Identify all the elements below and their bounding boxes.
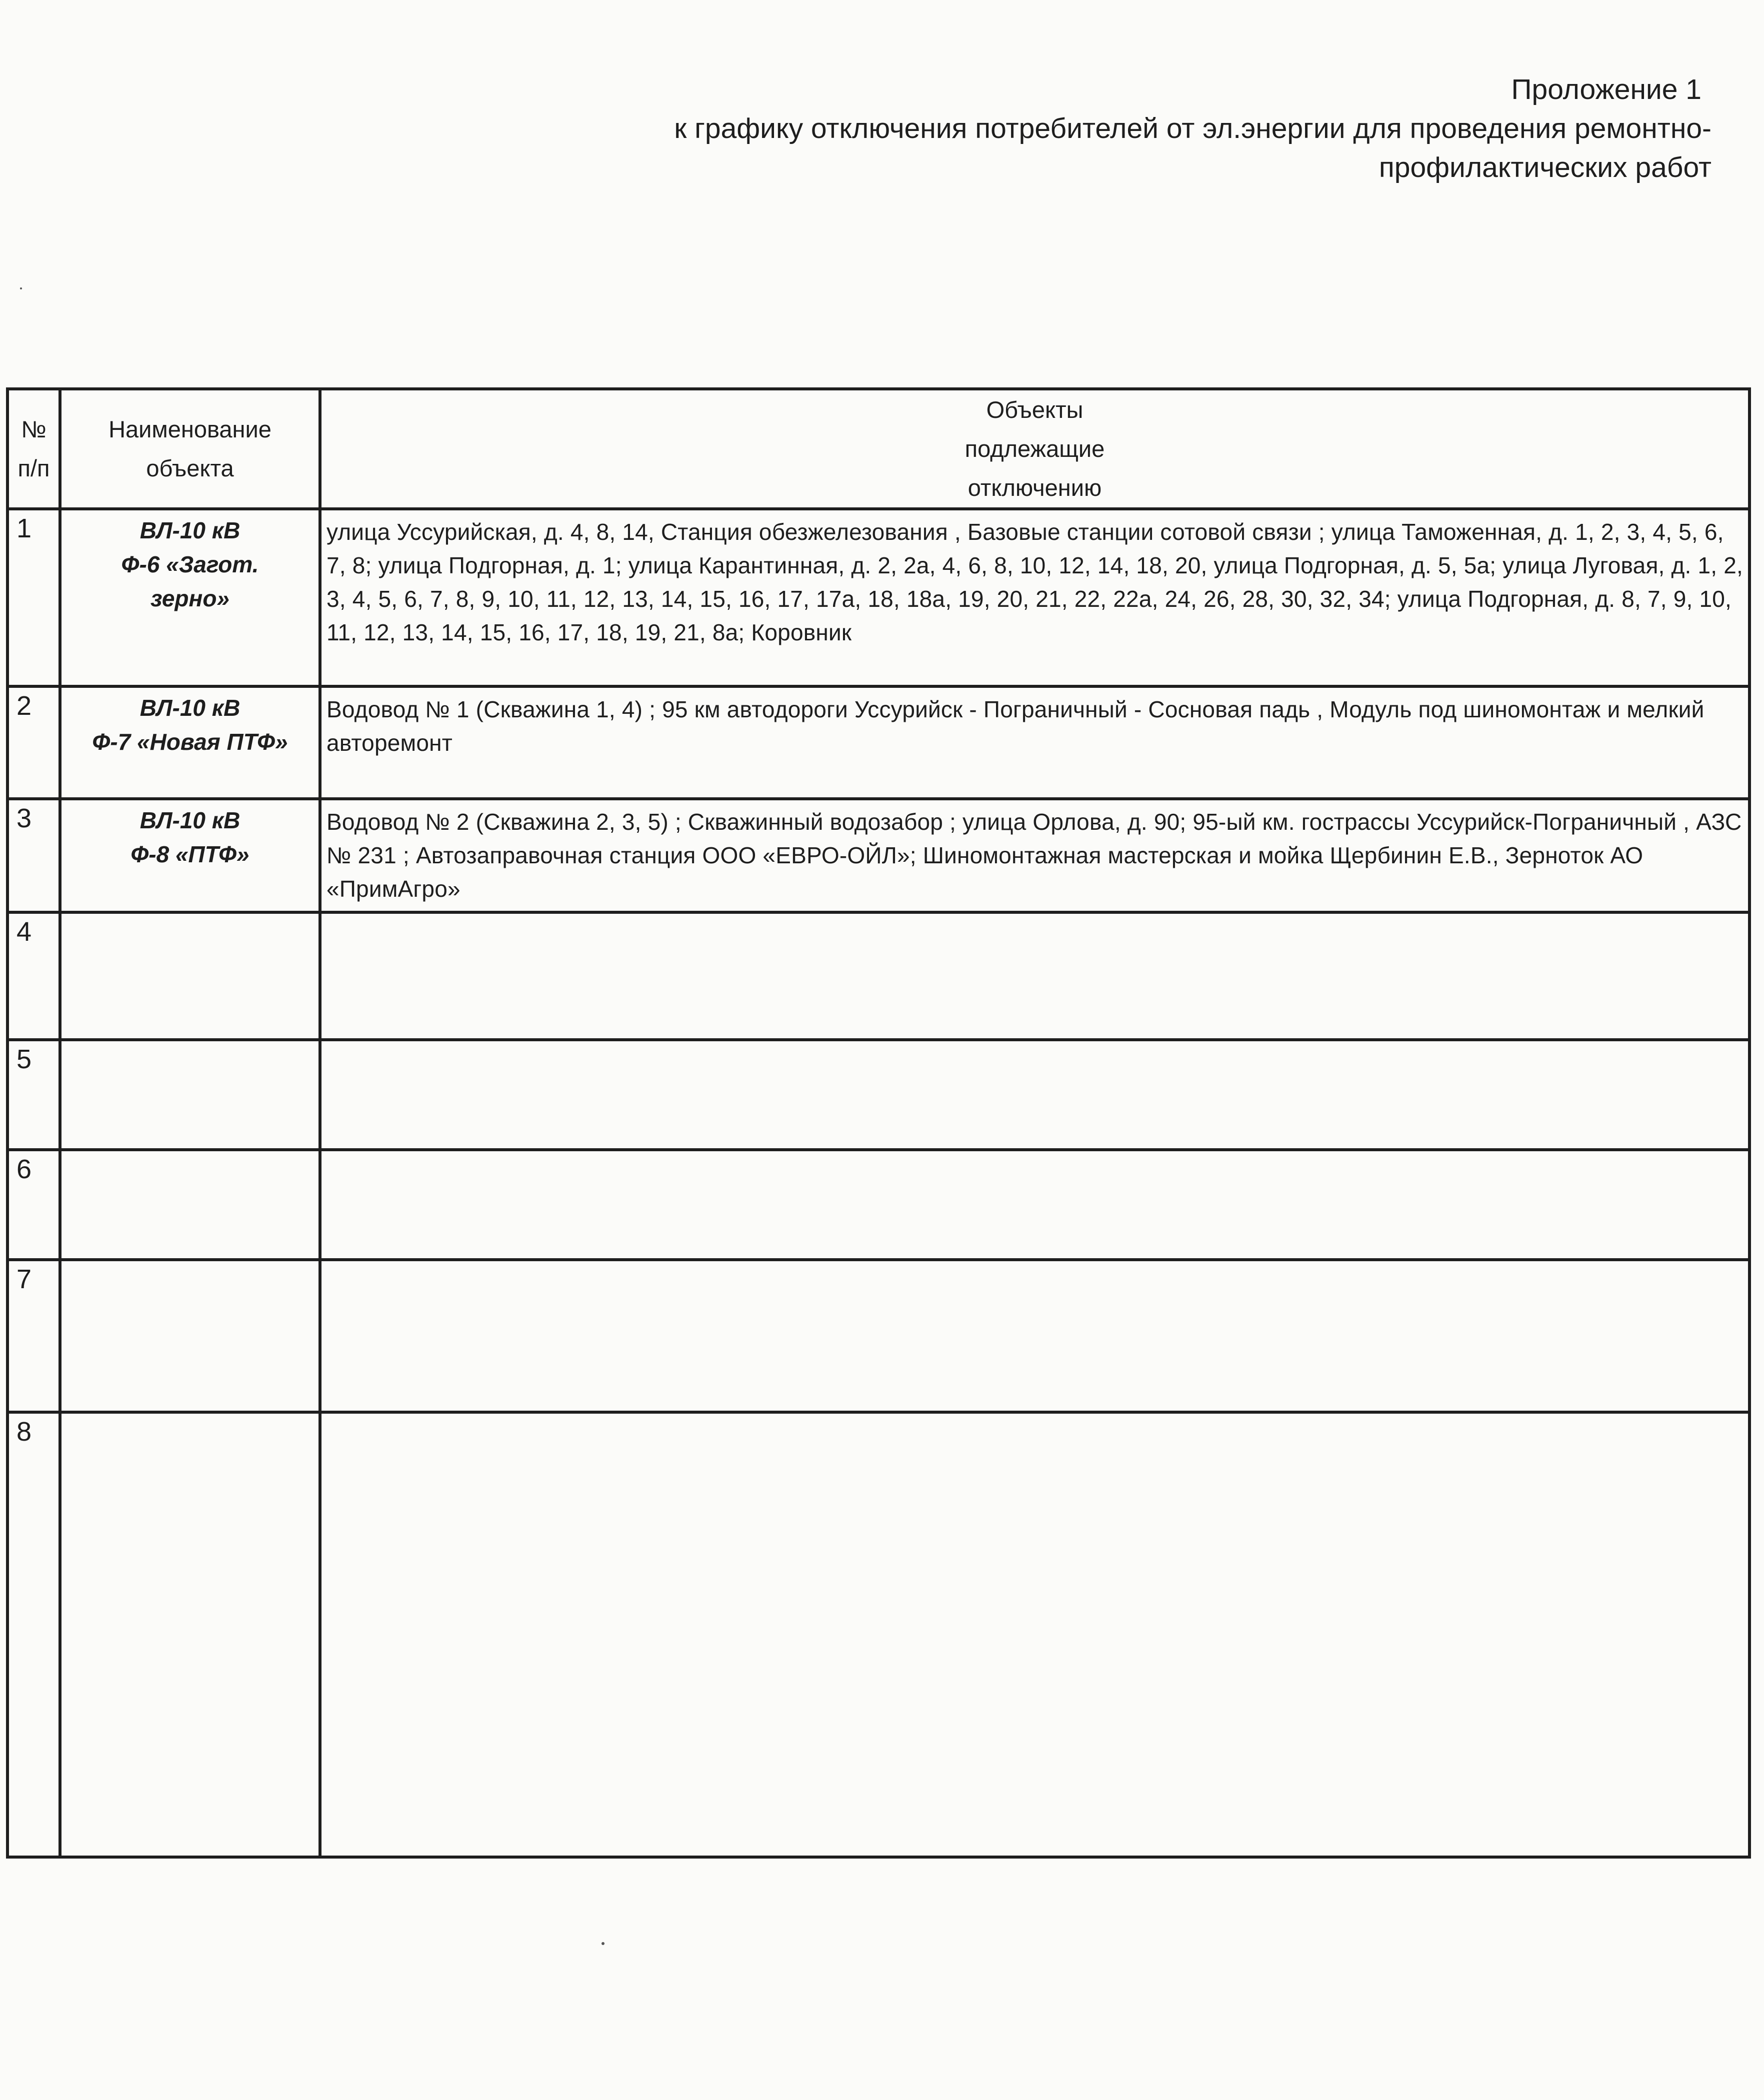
table-row [8,1150,1750,1260]
appendix-subtitle-line2: профилактических работ [1378,151,1712,183]
header-objects-line3: отключению [968,474,1102,501]
object-name [60,912,320,1040]
object-name [60,799,320,912]
table-row [8,1412,1750,1857]
header-name-line2: объекта [146,455,234,481]
object-name [60,509,320,686]
objects-to-disconnect: Водовод № 1 (Скважина 1, 4) ; 95 км автодороги Уссурийск - Пограничный - Сосновая падь , Модуль под шиномонтаж и мелкий авторемонт [320,686,1750,799]
appendix-header [412,70,1712,187]
table-row [8,1260,1750,1412]
objects-to-disconnect [320,1150,1750,1260]
header-name-line1: Наименование [108,416,272,442]
outage-table-wrapper [6,387,1751,1859]
header-objects-line2: подлежащие [964,435,1105,462]
outage-table [6,387,1751,1859]
appendix-subtitle-line1: к графику отключения потребителей от эл.энергии для проведения ремонтно- [674,112,1712,144]
table-row [8,509,1750,686]
table-row [8,799,1750,912]
object-name-line2: Ф-6 «Загот. [121,551,259,577]
objects-to-disconnect [320,1412,1750,1857]
objects-to-disconnect: улица Уссурийская, д. 4, 8, 14, Станция обезжелезования , Базовые станции сотовой связи ; улица Таможенная, д. 1, 2, 3, 4, 5, 6, 7, 8; улица Подгорная, д. 1; улица Карантинная, д. 2, 2а, 4, 6, 8, 10, 12, 14, 18, 20, улица Подгорная, д. 5, 5а; улица Луговая, д. 1, 2, 3, 4, 5, 6, 7, 8, 9, 10, 11, 12, 13, 14, 15, 16, 17, 17а, 18, 18а, 19, 20, 21, 22, 22а, 24, 26, 28, 30, 32, 34; улица Подгорная, д. 8, 7, 9, 10, 11, 12, 13, 14, 15, 16, 17, 18, 19, 21, 8а; Коровник [320,509,1750,686]
row-number: 1 [8,509,60,686]
appendix-title: Проложение 1 [1511,73,1702,105]
object-name-line2: Ф-8 «ПТФ» [130,841,250,867]
object-name [60,1150,320,1260]
header-object-name [60,389,320,509]
header-objects-line1: Объекты [986,396,1084,423]
row-number: 2 [8,686,60,799]
paper-speck [20,287,22,289]
table-row [8,912,1750,1040]
object-name-line1: ВЛ-10 кВ [140,807,240,833]
object-name-line1: ВЛ-10 кВ [140,517,240,543]
row-number: 8 [8,1412,60,1857]
objects-to-disconnect: Водовод № 2 (Скважина 2, 3, 5) ; Скважинный водозабор ; улица Орлова, д. 90; 95-ый км. гострассы Уссурийск-Пограничный , АЗС № 231 ; Автозаправочная станция ООО «ЕВРО-ОЙЛ»; Шиномонтажная мастерская и мойка Щербинин Е.В., Зерноток АО «ПримАгро» [320,799,1750,912]
header-num-line2: п/п [18,455,50,481]
objects-to-disconnect [320,1260,1750,1412]
row-number: 5 [8,1040,60,1150]
objects-to-disconnect [320,912,1750,1040]
object-name [60,1040,320,1150]
paper-speck [602,1942,604,1945]
object-name [60,1412,320,1857]
table-row [8,686,1750,799]
row-number: 4 [8,912,60,1040]
object-name-line1: ВЛ-10 кВ [140,695,240,721]
object-name [60,1260,320,1412]
row-number: 7 [8,1260,60,1412]
row-number: 6 [8,1150,60,1260]
object-name-line2: Ф-7 «Новая ПТФ» [92,729,288,755]
header-objects [320,389,1750,509]
row-number: 3 [8,799,60,912]
table-header-row [8,389,1750,509]
object-name-line3: зерно» [150,585,230,611]
header-num [8,389,60,509]
header-num-line1: № [21,416,46,442]
objects-to-disconnect [320,1040,1750,1150]
table-row [8,1040,1750,1150]
object-name [60,686,320,799]
